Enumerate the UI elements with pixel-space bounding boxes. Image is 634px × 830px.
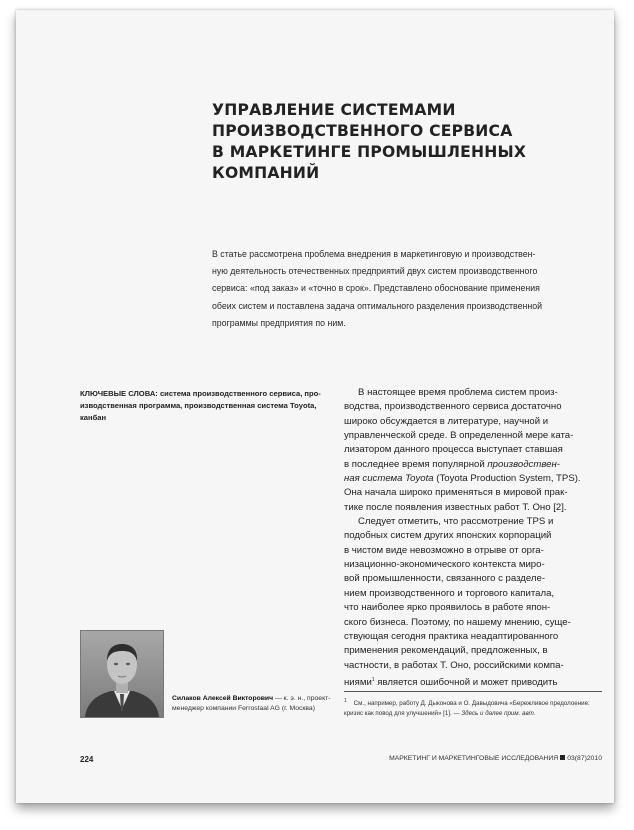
body-line: ского бизнеса. Поэтому, по нашему мнению, суще- [344,616,571,628]
footnote-italic: Здесь и далее прим. авт. [461,710,536,718]
abstract-line: В статье рассмотрена проблема внедрения в маркетинговую и производствен- [212,249,536,259]
body-text-run: ниями [344,677,372,689]
abstract-line: программы предприятия по ним. [212,317,346,328]
abstract-line: ную деятельность отечественных предприятий двух систем производственного [212,266,538,277]
footnote [344,696,602,719]
keywords-block [80,388,340,424]
footnote-ref[interactable]: 1 [371,676,375,683]
body-line [344,458,602,472]
body-line: вой промышленности, связанного с разделе- [344,573,546,585]
keywords-line: КЛЮЧЕВЫЕ СЛОВА: система производственного сервиса, про- [80,389,321,398]
running-footer [386,755,602,762]
title-line: УПРАВЛЕНИЕ СИСТЕМАМИ [212,101,456,119]
body-line: Она начала широко применяться в мировой прак- [344,487,568,499]
journal-name: МАРКЕТИНГ И МАРКЕТИНГОВЫЕ ИССЛЕДОВАНИЯ [389,755,559,762]
body-line: нием производственного и торгового капитала, [344,587,555,599]
body-italic-run: производствен- [487,458,560,470]
footnote-line [344,696,602,709]
footnote-text: См., например, работу Д. Дыконова и О. Давыдовича «Бережливое предолоение: [353,700,590,708]
black-square-icon [560,755,565,760]
author-line [172,694,342,704]
body-line: водства, производственного сервиса достаточно [344,401,562,413]
portrait-image [81,631,163,717]
author-info [172,694,342,714]
body-line: подобных систем других японских корпораций [344,530,552,542]
body-line: низационно-экономического контекста миро- [344,559,545,571]
body-line: тике после появления известных работ Т. Оно [2]. [344,501,567,513]
body-line: лизатором данного процесса выступает ставшая [344,444,563,456]
body-text-run: (Toyota Production System, TPS). [433,473,581,485]
body-line: в чистом виде невозможно в отрыве от орга- [344,544,544,556]
footnote-text: кризис как повод для улучшений» [1]. — [344,710,462,718]
footnote-line [344,709,602,719]
abstract-line: обеих систем и поставлена задача оптимального разделения производственной [212,300,543,311]
page-number: 224 [80,755,94,764]
body-line: широко обсуждается в литературе, научной и [344,415,549,427]
footnote-divider [344,691,602,692]
keywords-line: канбан [80,413,107,422]
title-line: КОМПАНИЙ [212,164,320,182]
body-italic-run: ная система Toyota [344,473,434,485]
title-line: В МАРКЕТИНГЕ ПРОМЫШЛЕННЫХ [212,143,527,161]
footnote-mark: 1 [344,698,347,704]
body-line: применения рекомендаций, предложенных, в [344,645,548,657]
body-line: ствующая сегодня практика неадаптированного [344,630,559,642]
article-abstract [212,246,596,332]
author-name: Силаков Алексей Викторович [172,695,274,702]
keywords-line: изводственная программа, производственная система Toyota, [80,401,317,410]
author-details: — к. э. н., проект- [273,695,331,702]
body-line [344,673,602,691]
body-text-run: является ошибочной и может приводить [374,677,558,689]
author-portrait-photo [80,630,164,718]
body-line: частности, в работах Т. Оно, российскими компа- [344,659,564,671]
article-title [212,100,532,184]
body-line: управленческой среде. В определенной мере ката- [344,430,574,442]
title-line: ПРОИЗВОДСТВЕННОГО СЕРВИСА [212,122,513,140]
article-body [344,386,602,690]
body-line: Следует отметить, что рассмотрение TPS и [358,516,554,528]
issue-number: 03(87)2010 [567,755,602,762]
author-line: менеджер компании Ferrostaal AG (г. Москва) [172,705,315,712]
abstract-line: сервиса: «под заказ» и «точно в срок». Представлено обоснование применения [212,283,540,294]
body-line: что наиболее ярко проявилось в работе япон- [344,602,551,614]
body-line [344,472,602,486]
body-line: В настоящее время проблема систем произ- [358,387,558,398]
body-text-run: в последнее время популярной [344,458,488,470]
journal-page [16,10,614,803]
